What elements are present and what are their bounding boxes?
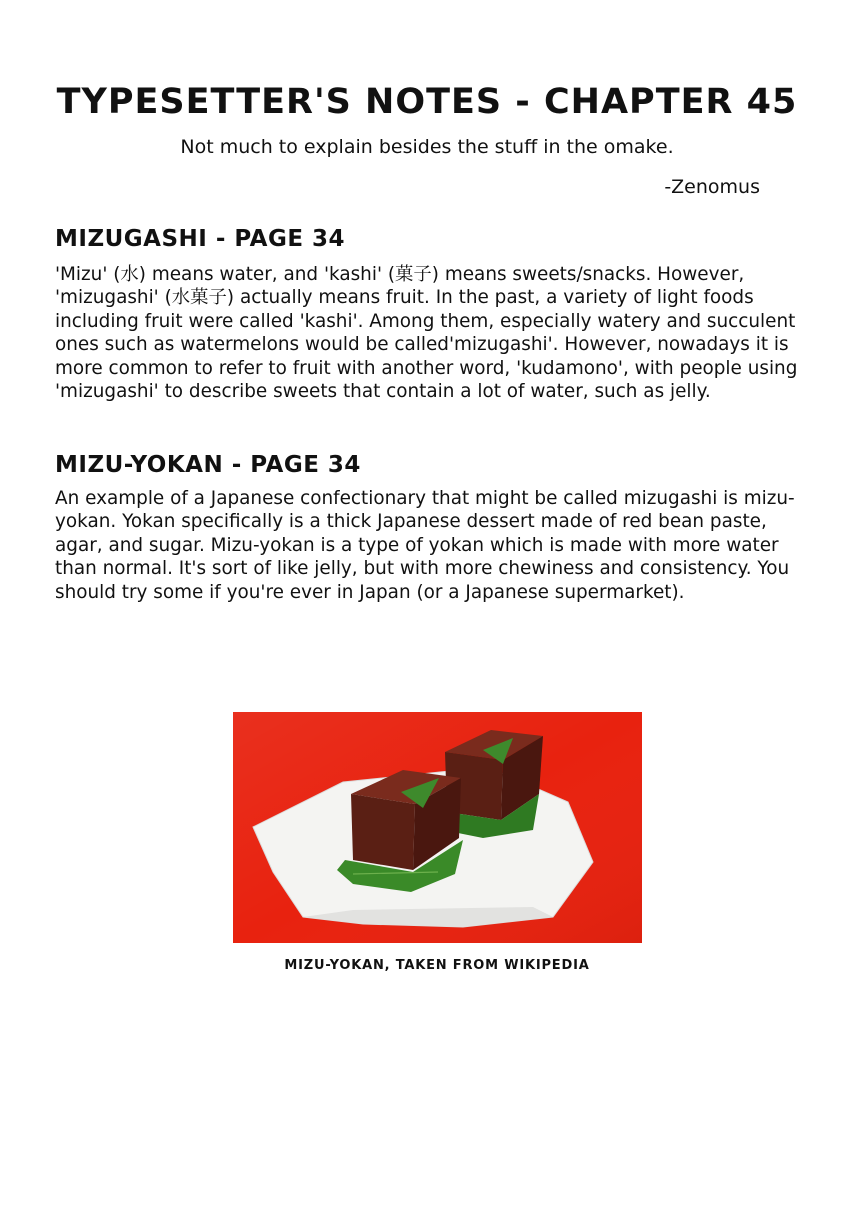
- photo-caption: MIZU-YOKAN, TAKEN FROM WIKIPEDIA: [284, 958, 590, 973]
- author-signature: -Zenomus: [664, 176, 760, 198]
- section-heading-mizugashi: MIZUGASHI - PAGE 34: [55, 226, 346, 252]
- section-heading-mizu-yokan: MIZU-YOKAN - PAGE 34: [55, 452, 361, 478]
- mizu-yokan-illustration: [233, 712, 642, 943]
- section-body-mizu-yokan: An example of a Japanese confectionary that might be called mizugashi is mizu-yokan. Yokan specifically is a thick Japanese dessert made of red bean paste, agar, and sugar. Mizu-yokan is a type of yokan which is made with more water than normal. It's sort of like jelly, but with more chewiness and consistency. You should try some if you're ever in Japan (or a Japanese supermarket).: [55, 488, 795, 603]
- mizu-yokan-photo: [233, 712, 642, 943]
- section-body-mizugashi: 'Mizu' (水) means water, and 'kashi' (菓子) means sweets/snacks. However, 'mizugashi' (水菓子) actually means fruit. In the past, a variety of light foods including fruit were called 'kashi'. Among them, especially watery and succulent ones such as watermelons would be called'mizugashi'. However, nowadays it is more common to refer to fruit with another word, 'kudamono', with people using 'mizugashi' to describe sweets that contain a lot of water, such as jelly.: [55, 264, 798, 403]
- front-yokan-front: [351, 794, 415, 870]
- page-title: TYPESETTER'S NOTES - CHAPTER 45: [56, 82, 798, 122]
- page-subtitle: Not much to explain besides the stuff in the omake.: [180, 136, 674, 158]
